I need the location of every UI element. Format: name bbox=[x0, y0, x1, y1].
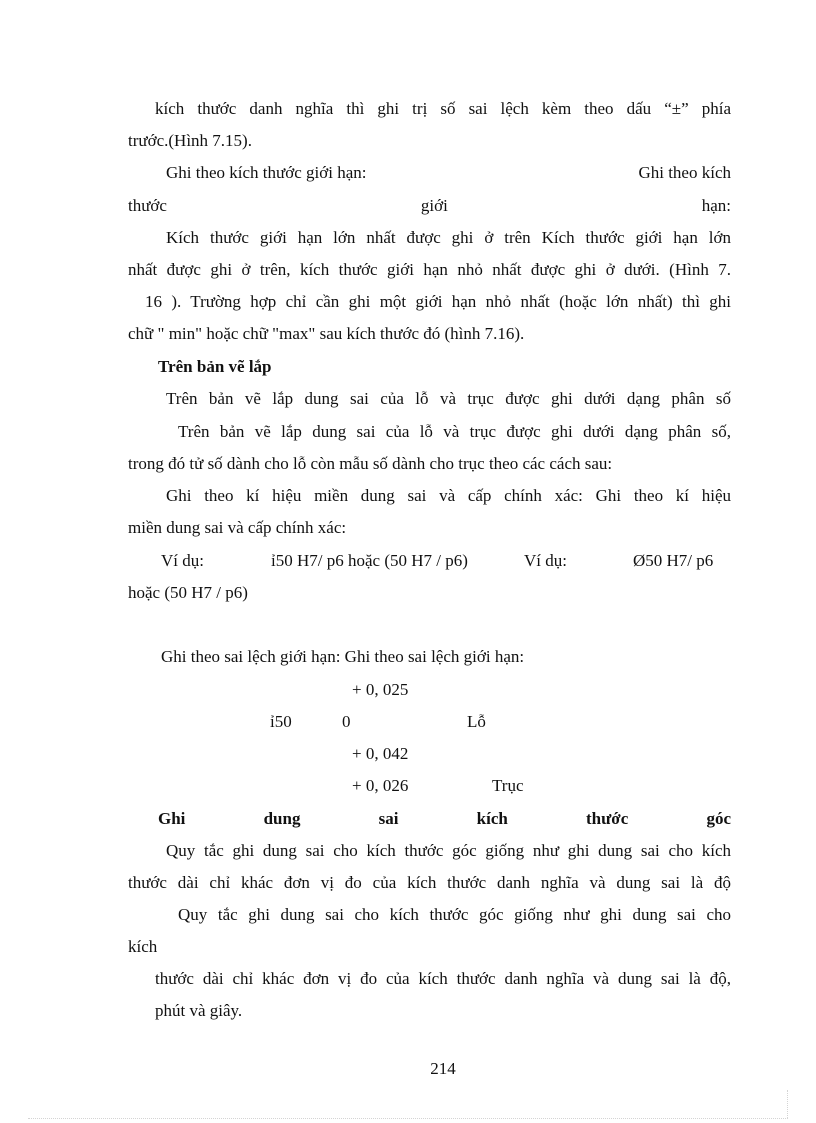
page-border-line bbox=[28, 1118, 788, 1119]
body-line: Ghi theo kí hiệu miền dung sai và cấp chính xác: Ghi theo kí hiệu bbox=[166, 486, 731, 505]
body-line: Trên bản vẽ lắp dung sai của lỗ và trục được ghi dưới dạng phân số, bbox=[178, 422, 731, 441]
tolerance-label: Trục bbox=[492, 776, 524, 795]
body-line: Ghi theo kích bbox=[638, 163, 731, 182]
body-line: chữ " min" hoặc chữ "max" sau kích thước đó (hình 7.16). bbox=[128, 324, 525, 343]
tolerance-value: + 0, 025 bbox=[352, 680, 409, 699]
body-line: phút và giây. bbox=[155, 1001, 243, 1020]
body-line: thước dài chỉ khác đơn vị đo của kích thước danh nghĩa và dung sai là độ bbox=[128, 873, 731, 892]
example-value: ỉ50 H7/ p6 hoặc (50 H7 / p6) bbox=[271, 551, 468, 570]
tolerance-value: + 0, 042 bbox=[352, 744, 409, 763]
section-heading: Trên bản vẽ lắp bbox=[158, 357, 272, 376]
example-value: Ø50 H7/ p6 bbox=[633, 551, 714, 570]
body-line: Ghi theo kích thước giới hạn: bbox=[166, 163, 367, 182]
tolerance-label: Lỗ bbox=[467, 712, 486, 731]
body-line: kích bbox=[128, 937, 158, 956]
body-line: thước dài chỉ khác đơn vị đo của kích thước danh nghĩa và dung sai là độ, bbox=[155, 969, 731, 988]
example-label: Ví dụ: bbox=[161, 551, 204, 570]
example-label: Ví dụ: bbox=[524, 551, 567, 570]
body-line: trước.(Hình 7.15). bbox=[128, 131, 252, 150]
body-line: miền dung sai và cấp chính xác: bbox=[128, 518, 347, 537]
body-line: Trên bản vẽ lắp dung sai của lỗ và trục được ghi dưới dạng phân số bbox=[166, 389, 731, 408]
page-border-line bbox=[787, 1090, 788, 1118]
section-heading: Ghi dung sai kích thước góc bbox=[158, 809, 731, 828]
body-line: 16 ). Trường hợp chỉ cần ghi một giới hạn nhỏ nhất (hoặc lớn nhất) thì ghi bbox=[145, 292, 731, 311]
body-line: nhất được ghi ở trên, kích thước giới hạn nhỏ nhất được ghi ở dưới. (Hình 7. bbox=[128, 260, 731, 279]
body-line: Quy tắc ghi dung sai cho kích thước góc giống như ghi dung sai cho bbox=[178, 905, 731, 924]
page-number: 214 bbox=[430, 1059, 456, 1078]
body-line: trong đó tử số dành cho lỗ còn mẫu số dành cho trục theo các cách sau: bbox=[128, 454, 613, 473]
tolerance-value: 0 bbox=[342, 712, 351, 731]
body-line: thước giới hạn: bbox=[128, 196, 731, 215]
body-line: Ghi theo sai lệch giới hạn: Ghi theo sai lệch giới hạn: bbox=[161, 647, 525, 666]
body-line: hoặc (50 H7 / p6) bbox=[128, 583, 248, 602]
tolerance-value: + 0, 026 bbox=[352, 776, 409, 795]
body-line: kích thước danh nghĩa thì ghi trị số sai lệch kèm theo dấu “±” phía bbox=[155, 99, 731, 118]
body-line: Kích thước giới hạn lớn nhất được ghi ở trên Kích thước giới hạn lớn bbox=[166, 228, 731, 247]
body-line: Quy tắc ghi dung sai cho kích thước góc giống như ghi dung sai cho kích bbox=[166, 841, 731, 860]
nominal-size: ỉ50 bbox=[270, 712, 292, 731]
